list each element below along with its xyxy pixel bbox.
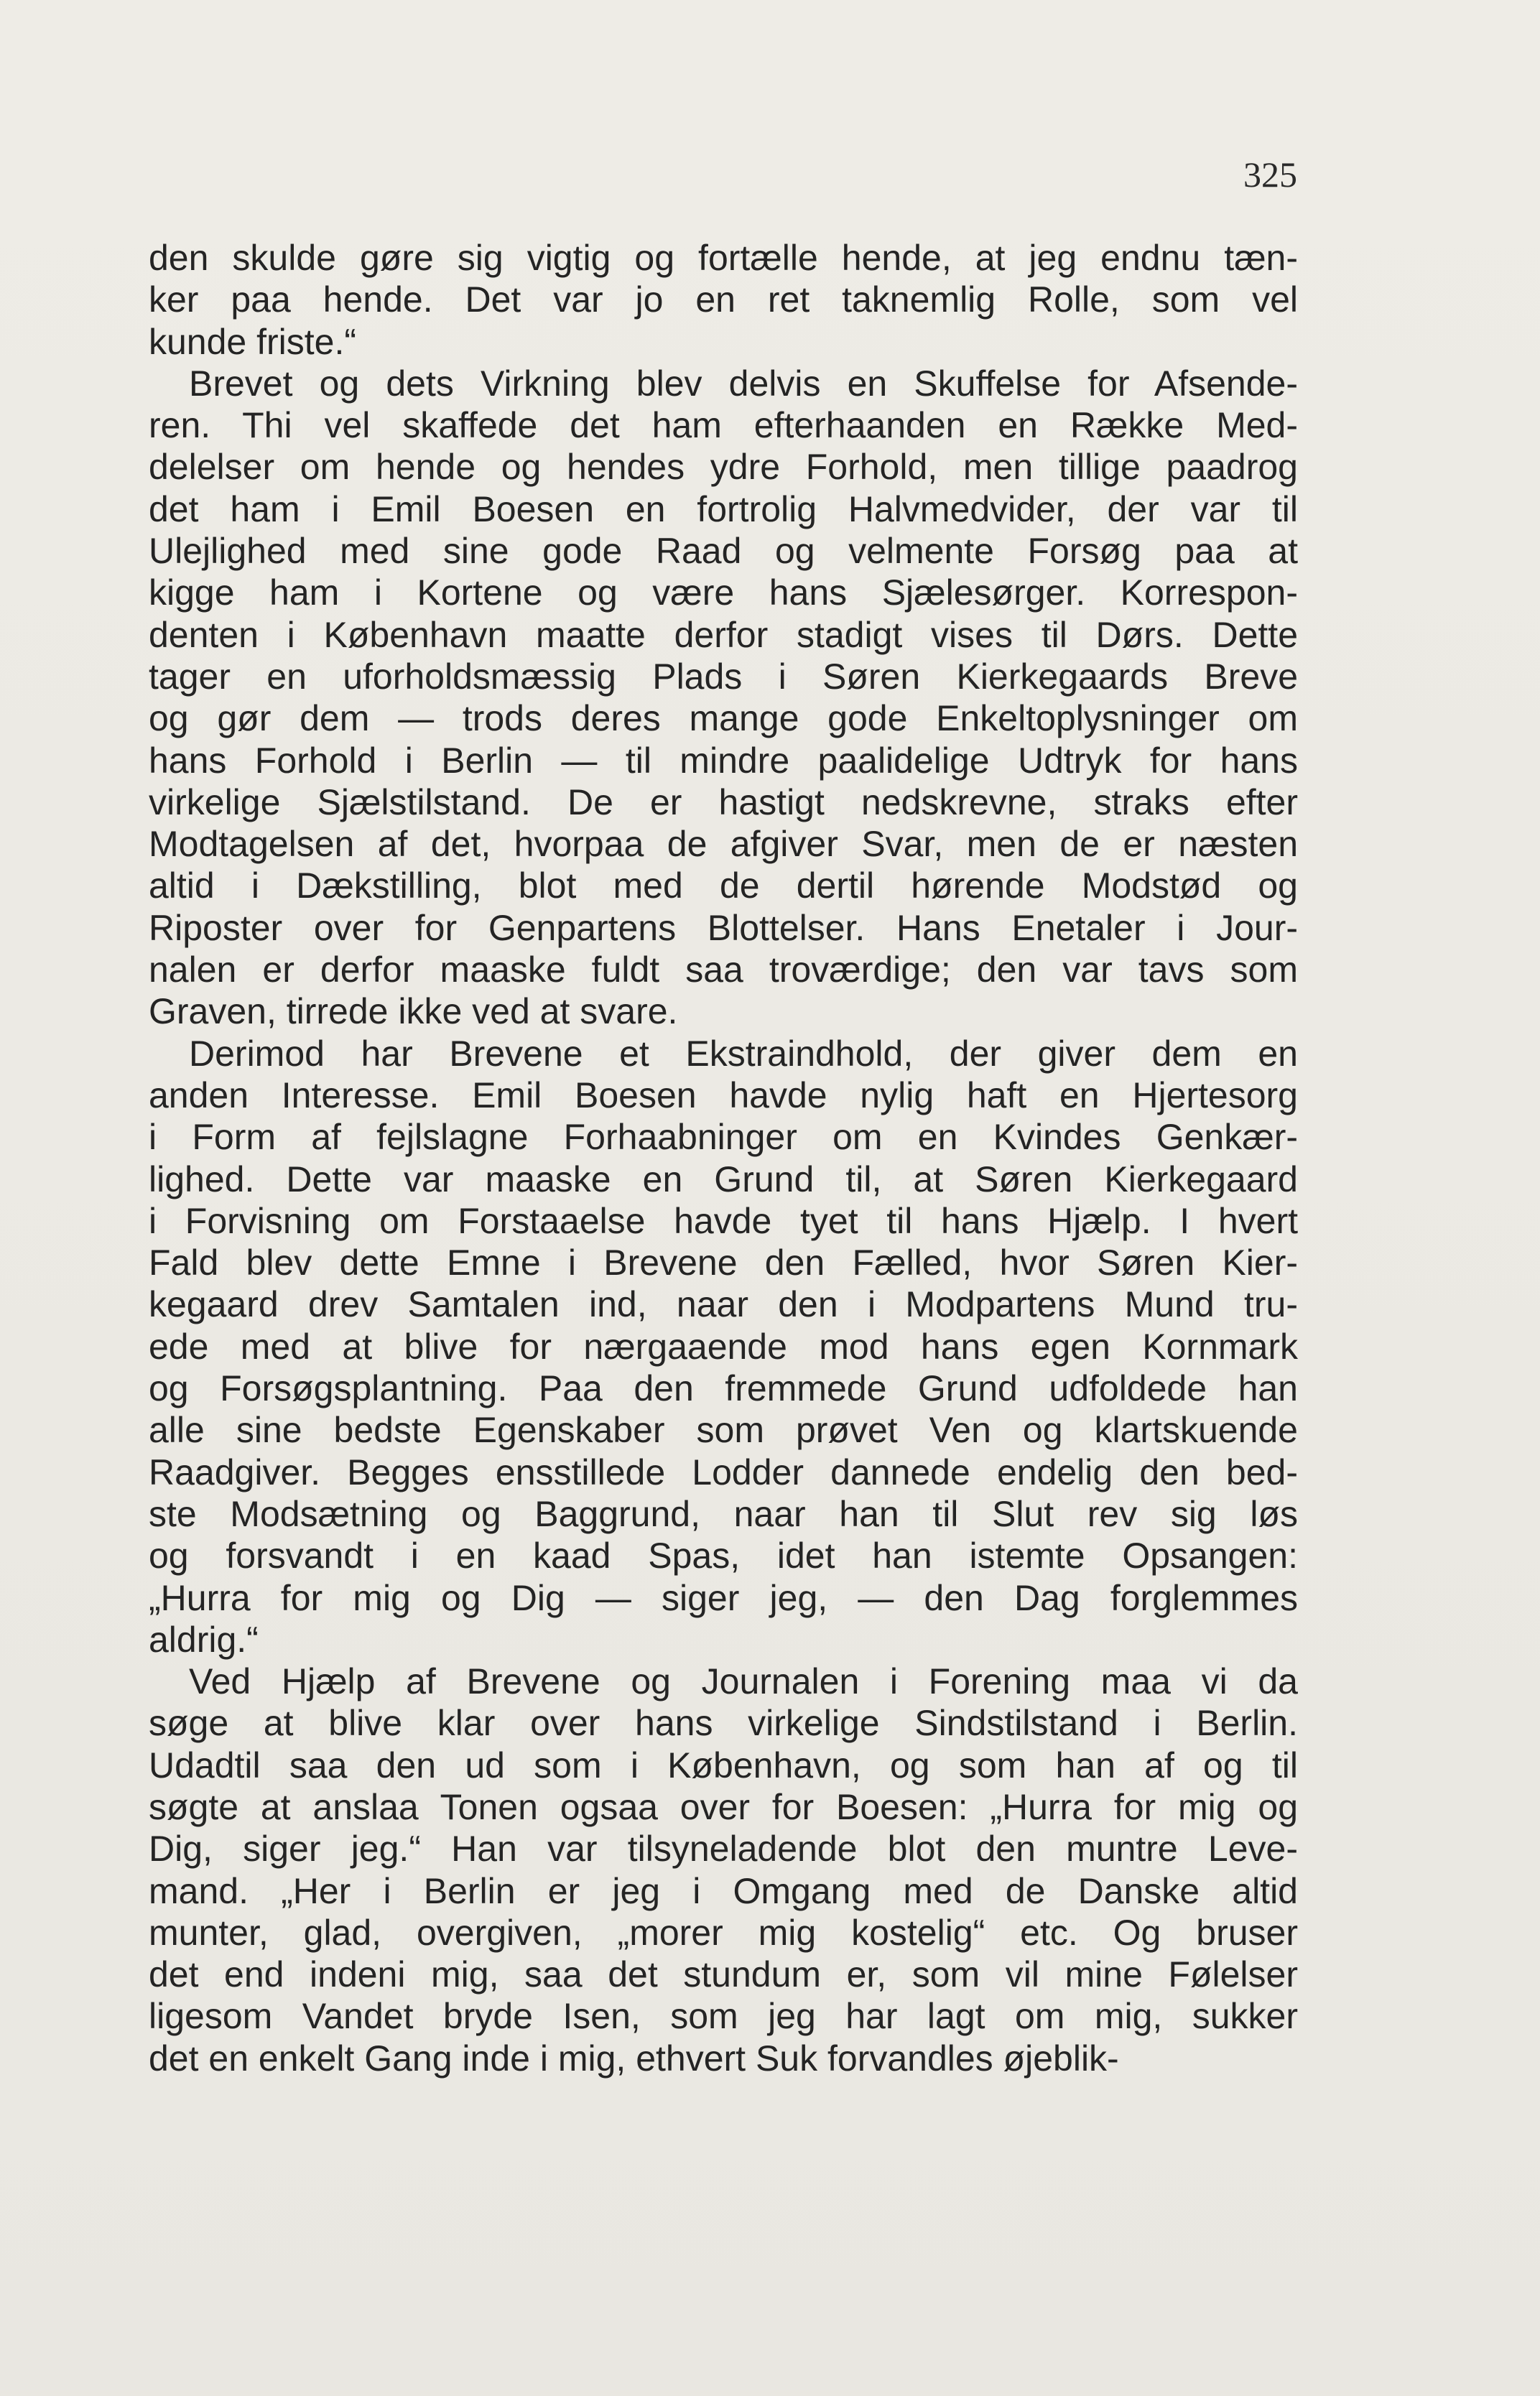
text-line: munter, glad, overgiven, „morer mig kostelig“ etc. Og bruser [149, 1912, 1298, 1953]
text-line: ker paa hende. Det var jo en ret taknemlig Rolle, som vel [149, 279, 1298, 320]
text-line: Udadtil saa den ud som i København, og som han af og til [149, 1745, 1298, 1786]
body-text [149, 237, 1298, 2079]
text-line: søge at blive klar over hans virkelige Sindstilstand i Berlin. [149, 1703, 1298, 1744]
text-line: Dig, siger jeg.“ Han var tilsyneladende blot den muntre Leve- [149, 1829, 1298, 1870]
text-line: og forsvandt i en kaad Spas, idet han istemte Opsangen: [149, 1536, 1298, 1577]
paragraph [149, 1661, 1298, 2079]
text-line: kigge ham i Kortene og være hans Sjælesørger. Korrespon- [149, 572, 1298, 613]
text-line: søgte at anslaa Tonen ogsaa over for Boesen: „Hurra for mig og [149, 1786, 1298, 1827]
text-line: hans Forhold i Berlin — til mindre paalidelige Udtryk for hans [149, 740, 1298, 781]
text-line: i Form af fejlslagne Forhaabninger om en Kvindes Genkær- [149, 1117, 1298, 1158]
text-line: Derimod har Brevene et Ekstraindhold, der giver dem en [189, 1033, 1298, 1074]
text-line: Raadgiver. Begges ensstillede Lodder dannede endelig den bed- [149, 1452, 1298, 1492]
text-line: delelser om hende og hendes ydre Forhold, men tillige paadrog [149, 447, 1298, 488]
text-line: Ved Hjælp af Brevene og Journalen i Forening maa vi da [189, 1661, 1298, 1702]
text-line: den skulde gøre sig vigtig og fortælle hende, at jeg endnu tæn- [149, 238, 1298, 278]
text-line: Fald blev dette Emne i Brevene den Fælled, hvor Søren Kier- [149, 1243, 1298, 1283]
text-line: mand. „Her i Berlin er jeg i Omgang med de Danske altid [149, 1870, 1298, 1911]
text-line: ste Modsætning og Baggrund, naar han til Slut rev sig løs [149, 1493, 1298, 1534]
text-line: altid i Dækstilling, blot med de dertil hørende Modstød og [149, 865, 1298, 906]
text-line: „Hurra for mig og Dig — siger jeg, — den Dag forglemmes [149, 1577, 1298, 1618]
text-line: Modtagelsen af det, hvorpaa de afgiver Svar, men de er næsten [149, 824, 1298, 865]
text-line: det en enkelt Gang inde i mig, ethvert Suk forvandles øjeblik- [149, 2038, 1119, 2079]
text-line: ren. Thi vel skaffede det ham efterhaanden en Række Med- [149, 405, 1298, 446]
paragraph [149, 363, 1298, 1033]
text-line: lighed. Dette var maaske en Grund til, at Søren Kierkegaard [149, 1158, 1298, 1199]
text-line: denten i København maatte derfor stadigt vises til Dørs. Dette [149, 614, 1298, 655]
page-number: 325 [1243, 154, 1297, 195]
text-line: aldrig.“ [149, 1619, 259, 1660]
text-line: alle sine bedste Egenskaber som prøvet Ven og klartskuende [149, 1410, 1298, 1451]
text-line: kegaard drev Samtalen ind, naar den i Modpartens Mund tru- [149, 1284, 1298, 1325]
text-line: kunde friste.“ [149, 321, 357, 362]
text-line: og gør dem — trods deres mange gode Enkeltoplysninger om [149, 698, 1298, 739]
text-line: Graven, tirrede ikke ved at svare. [149, 991, 678, 1032]
paragraph [149, 237, 1298, 363]
text-line: tager en uforholdsmæssig Plads i Søren Kierkegaards Breve [149, 656, 1298, 697]
text-line: Riposter over for Genpartens Blottelser. Hans Enetaler i Jour- [149, 907, 1298, 948]
text-line: det end indeni mig, saa det stundum er, som vil mine Følelser [149, 1954, 1298, 1995]
text-line: Ulejlighed med sine gode Raad og velmente Forsøg paa at [149, 531, 1298, 572]
text-line: ligesom Vandet bryde Isen, som jeg har lagt om mig, sukker [149, 1996, 1298, 2037]
paragraph [149, 1033, 1298, 1661]
text-line: i Forvisning om Forstaaelse havde tyet til hans Hjælp. I hvert [149, 1200, 1298, 1241]
text-line: og Forsøgsplantning. Paa den fremmede Grund udfoldede han [149, 1368, 1298, 1409]
text-line: det ham i Emil Boesen en fortrolig Halvmedvider, der var til [149, 488, 1298, 529]
text-line: nalen er derfor maaske fuldt saa troværdige; den var tavs som [149, 949, 1298, 990]
text-line: Brevet og dets Virkning blev delvis en Skuffelse for Afsende- [189, 363, 1298, 404]
text-line: anden Interesse. Emil Boesen havde nylig haft en Hjertesorg [149, 1074, 1298, 1115]
text-line: virkelige Sjælstilstand. De er hastigt nedskrevne, straks efter [149, 781, 1298, 822]
text-line: ede med at blive for nærgaaende mod hans egen Kornmark [149, 1326, 1298, 1367]
